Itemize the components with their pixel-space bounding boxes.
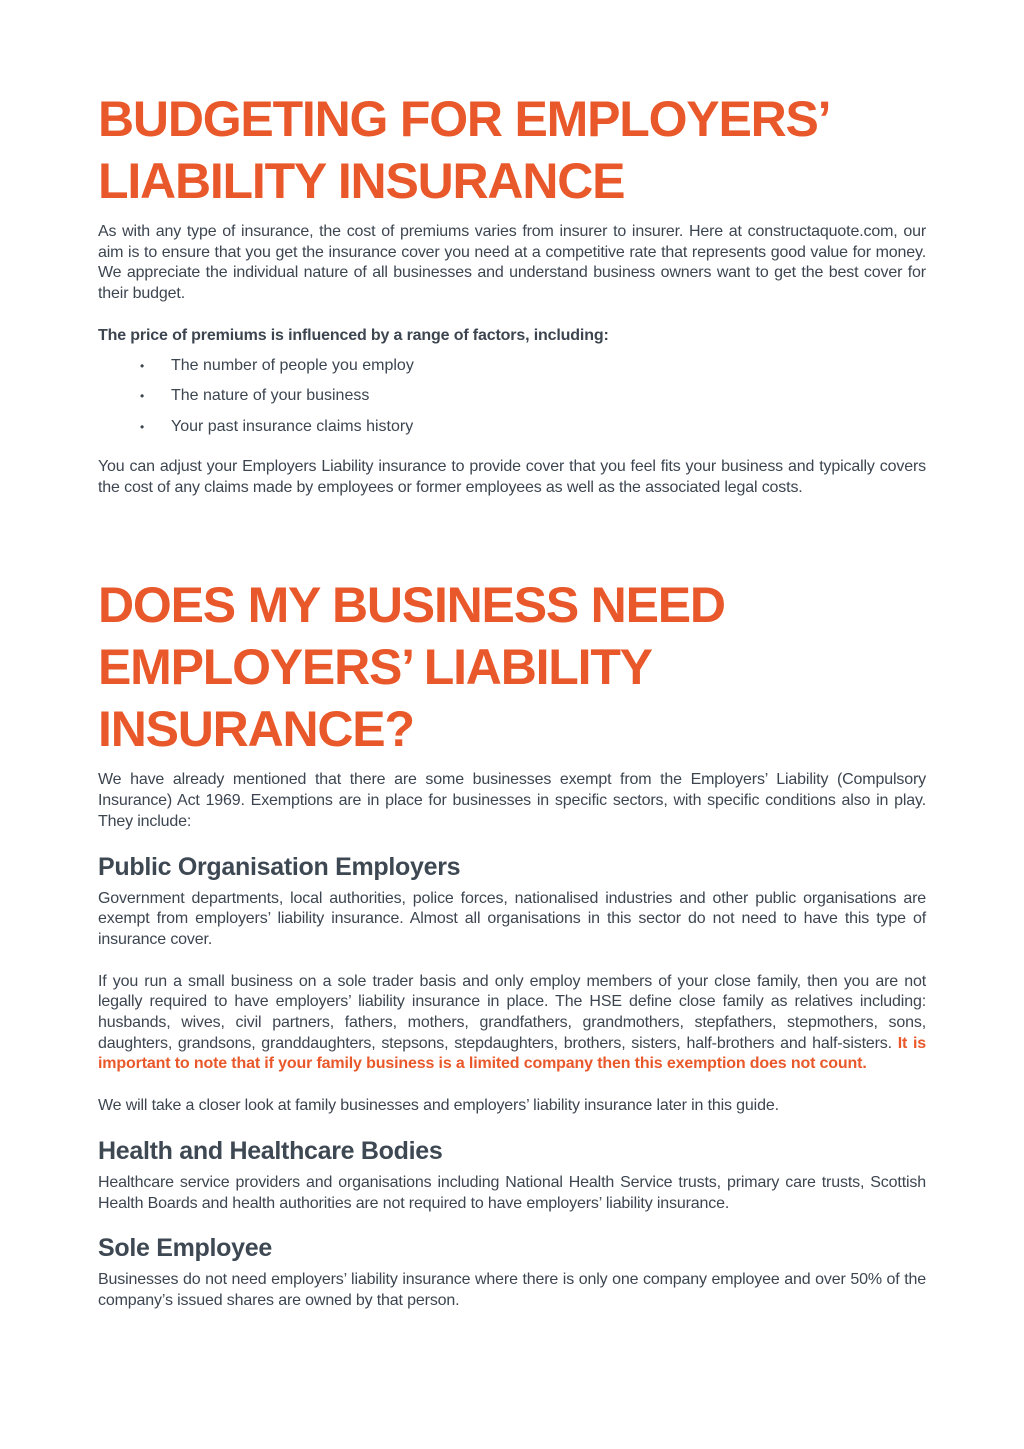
section-title-line: BUDGETING FOR EMPLOYERS’ [98, 91, 831, 147]
public-organisation-paragraph: Government departments, local authorities, police forces, nationalised industries and other public organisations are exempt from employers’ liability insurance. Almost all organisations in this sector do not need to have this type of insurance cover. [98, 889, 926, 948]
budgeting-intro-paragraph: As with any type of insurance, the cost of premiums varies from insurer to insurer. Here at constructaquote.com, our aim is to ensure that you get the insurance cover you need at a competitive rate that represents good value for money. We appreciate the individual nature of all businesses and understand business owners want to get the best cover for their budget. [98, 223, 926, 303]
subheading-health-bodies: Health and Healthcare Bodies [98, 1136, 443, 1165]
sole-trader-family-paragraph [98, 972, 926, 1076]
sole-trader-family-text: If you run a small business on a sole trader basis and only employ members of your close family, then you are not legally required to have employers’ liability insurance in place. The HSE define close family as relatives including: husbands, wives, civil partners, fathers, mothers, grandfathers, grandmothers, stepfathers, stepmothers, sons, daughters, grandsons, granddaughters, stepsons, stepdaughters, brothers, sisters, half-brothers and half-sisters. [98, 972, 926, 1052]
bullet-icon: • [140, 358, 145, 373]
section-title-need-insurance [98, 574, 926, 760]
section-title-line: LIABILITY INSURANCE [98, 153, 625, 209]
factors-heading: The price of premiums is influenced by a range of factors, including: [98, 326, 609, 344]
section-title-budgeting [98, 88, 926, 212]
section-title-line: EMPLOYERS’ LIABILITY INSURANCE? [98, 639, 651, 758]
list-item-text: Your past insurance claims history [171, 417, 414, 435]
health-bodies-paragraph: Healthcare service providers and organisations including National Health Service trusts, primary care trusts, Scottish Health Boards and health authorities are not required to have employers’ liability insurance. [98, 1173, 926, 1212]
factors-list [98, 356, 926, 448]
list-item-text: The nature of your business [171, 387, 370, 405]
section-title-line: DOES MY BUSINESS NEED [98, 577, 725, 634]
list-item-text: The number of people you employ [171, 356, 414, 374]
list-item [98, 386, 926, 417]
list-item [98, 417, 926, 448]
limited-company-warning: It is important to note that if your family business is a limited company then this exemption does not count. [98, 1034, 927, 1073]
sole-employee-paragraph: Businesses do not need employers’ liability insurance where there is only one company employee and over 50% of the company’s issued shares are owned by that person. [98, 1271, 926, 1309]
subheading-public-organisation: Public Organisation Employers [98, 852, 461, 881]
document-page [98, 88, 926, 1312]
list-item [98, 356, 926, 387]
family-business-note: We will take a closer look at family businesses and employers’ liability insurance later in this guide. [98, 1097, 779, 1115]
subheading-sole-employee: Sole Employee [98, 1234, 272, 1263]
bullet-icon: • [140, 389, 145, 404]
exemptions-intro-paragraph: We have already mentioned that there are some businesses exempt from the Employers’ Liability (Compulsory Insurance) Act 1969. Exemptions are in place for businesses in specific sectors, with specific conditions also in play. They include: [98, 771, 926, 830]
bullet-icon: • [140, 419, 145, 434]
budgeting-closing-paragraph: You can adjust your Employers Liability insurance to provide cover that you feel fits your business and typically covers the cost of any claims made by employees or former employees as well as the associated legal costs. [98, 458, 926, 496]
